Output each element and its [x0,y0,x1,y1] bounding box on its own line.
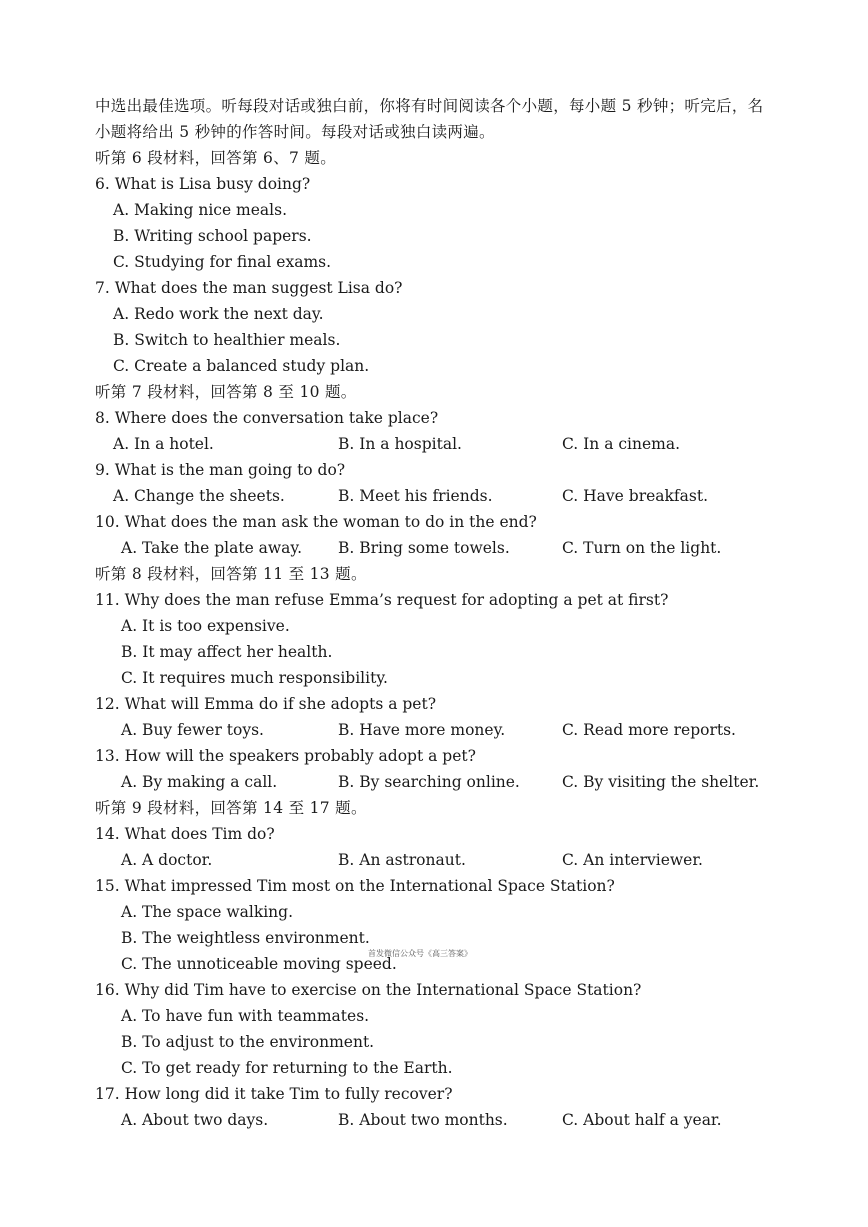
question-14-option-b: B. An astronaut. [338,851,466,869]
question-13-option-c: C. By visiting the shelter. [562,773,760,791]
question-6-option-a: A. Making nice meals. [113,201,288,219]
question-7-option-b: B. Switch to healthier meals. [113,331,341,349]
question-8: 8. Where does the conversation take place? [95,409,439,427]
question-15-option-a: A. The space walking. [121,903,294,921]
question-16-option-c: C. To get ready for returning to the Earth. [121,1059,453,1077]
question-12: 12. What will Emma do if she adopts a pet? [95,695,436,713]
question-16-option-a: A. To have fun with teammates. [121,1007,370,1025]
question-17-option-b: B. About two months. [338,1111,508,1129]
question-11: 11. Why does the man refuse Emma’s request for adopting a pet at first? [95,591,669,609]
question-10-option-c: C. Turn on the light. [562,539,722,557]
question-7-option-a: A. Redo work the next day. [113,305,324,323]
question-7: 7. What does the man suggest Lisa do? [95,279,403,297]
question-17-option-c: C. About half a year. [562,1111,722,1129]
question-17-option-a: A. About two days. [121,1111,269,1129]
question-17: 17. How long did it take Tim to fully recover? [95,1085,453,1103]
question-10: 10. What does the man ask the woman to do in the end? [95,513,537,531]
watermark-text: 首发微信公众号《高三答案》 [368,949,472,958]
question-9: 9. What is the man going to do? [95,461,346,479]
section-9-heading: 听第 9 段材料，回答第 14 至 17 题。 [95,799,367,817]
question-12-option-b: B. Have more money. [338,721,506,739]
question-14-option-a: A. A doctor. [121,851,213,869]
question-11-option-b: B. It may affect her health. [121,643,333,661]
question-14-option-c: C. An interviewer. [562,851,703,869]
question-9-option-b: B. Meet his friends. [338,487,493,505]
question-7-option-c: C. Create a balanced study plan. [113,357,370,375]
question-15-option-b: B. The weightless environment. [121,929,370,947]
section-7-heading: 听第 7 段材料，回答第 8 至 10 题。 [95,383,357,401]
question-9-option-c: C. Have breakfast. [562,487,709,505]
question-13-option-a: A. By making a call. [121,773,278,791]
question-15: 15. What impressed Tim most on the International Space Station? [95,877,615,895]
question-16-option-b: B. To adjust to the environment. [121,1033,375,1051]
question-8-option-a: A. In a hotel. [113,435,214,453]
question-6-option-c: C. Studying for final exams. [113,253,332,271]
section-8-heading: 听第 8 段材料，回答第 11 至 13 题。 [95,565,367,583]
question-15-option-c: C. The unnoticeable moving speed. [121,955,397,973]
section-6-heading: 听第 6 段材料，回答第 6、7 题。 [95,149,336,167]
question-11-option-a: A. It is too expensive. [121,617,290,635]
intro-line-1: 中选出最佳选项。听每段对话或独白前，你将有时间阅读各个小题，每小题 5 秒钟；听完后，名 [95,97,764,115]
question-10-option-a: A. Take the plate away. [121,539,303,557]
question-8-option-c: C. In a cinema. [562,435,681,453]
question-13: 13. How will the speakers probably adopt a pet? [95,747,476,765]
question-8-option-b: B. In a hospital. [338,435,462,453]
question-14: 14. What does Tim do? [95,825,275,843]
question-11-option-c: C. It requires much responsibility. [121,669,388,687]
question-6: 6. What is Lisa busy doing? [95,175,311,193]
intro-line-2: 小题将给出 5 秒钟的作答时间。每段对话或独白读两遍。 [95,123,495,141]
question-16: 16. Why did Tim have to exercise on the International Space Station? [95,981,642,999]
question-9-option-a: A. Change the sheets. [113,487,285,505]
question-12-option-a: A. Buy fewer toys. [121,721,264,739]
question-6-option-b: B. Writing school papers. [113,227,312,245]
question-13-option-b: B. By searching online. [338,773,520,791]
question-10-option-b: B. Bring some towels. [338,539,510,557]
question-12-option-c: C. Read more reports. [562,721,736,739]
